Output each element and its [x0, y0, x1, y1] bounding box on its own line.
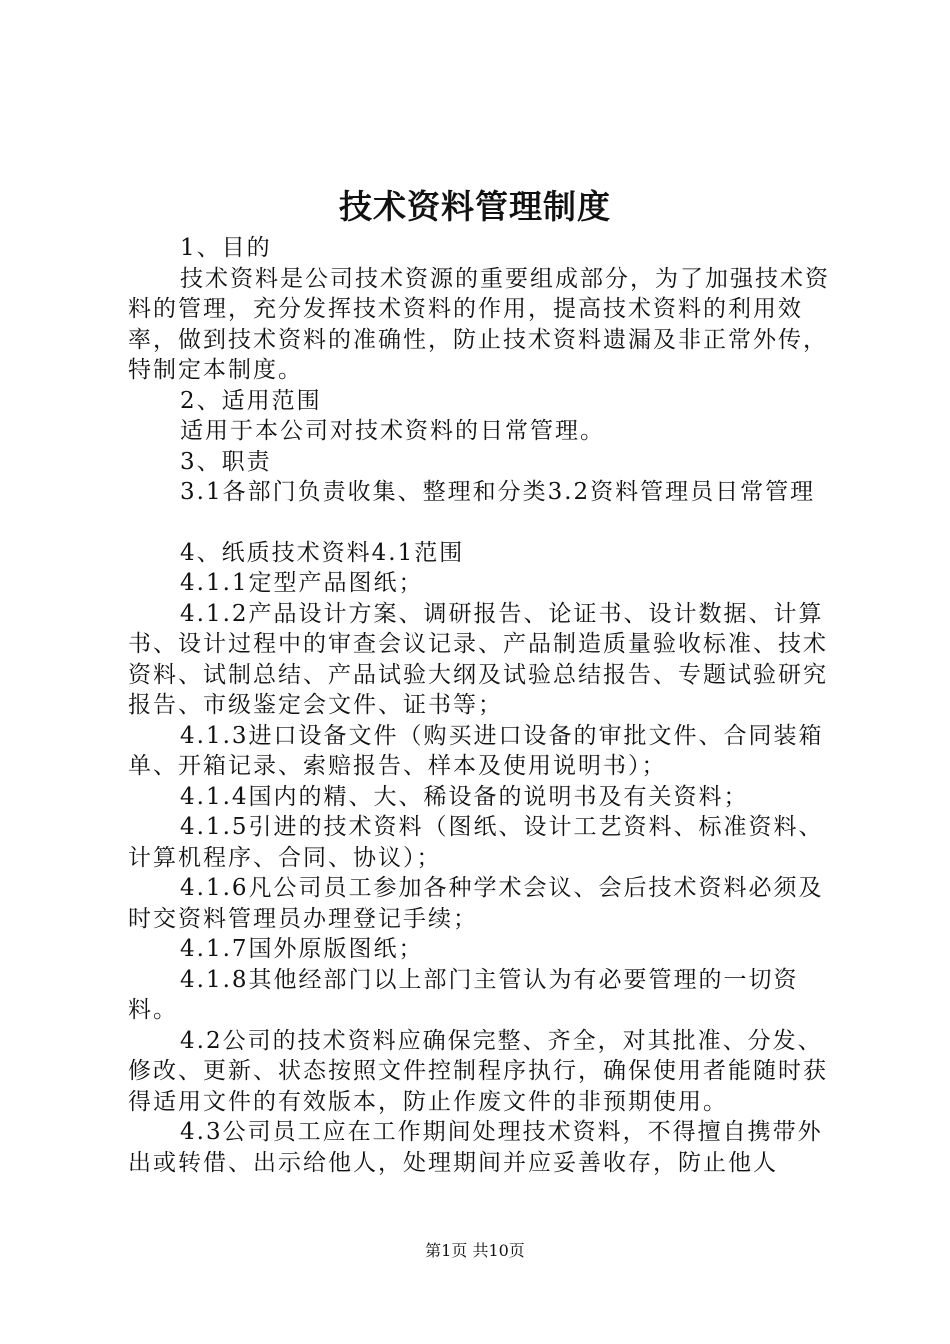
document-body: [128, 233, 840, 1178]
paragraph: 4.1.2产品设计方案、调研报告、论证书、设计数据、计算书、设计过程中的审查会议记录、产品制造质量验收标准、技术资料、试制总结、产品试验大纲及试验总结报告、专题试验研究报告、市级鉴定会文件、证书等；: [128, 600, 828, 718]
paragraph: 4.1.3进口设备文件（购买进口设备的审批文件、合同装箱单、开箱记录、索赔报告、样本及使用说明书）；: [128, 722, 824, 779]
paragraph: 4.1.4国内的精、大、稀设备的说明书及有关资料；: [180, 783, 749, 810]
paragraph: 3.1各部门负责收集、整理和分类3.2资料管理员日常管理: [180, 479, 816, 505]
paragraph: 4.2公司的技术资料应确保完整、齐全，对其批准、分发、修改、更新、状态按照文件控制程序执行，确保使用者能随时获得适用文件的有效版本，防止作废文件的非预期使用。: [128, 1027, 828, 1115]
paragraph: 4.1.8其他经部门以上部门主管认为有必要管理的一切资料。: [128, 966, 799, 1023]
paragraph: 4.1.1定型产品图纸；: [180, 570, 424, 596]
section-heading: 1、目的: [180, 235, 272, 261]
paragraph: 4.1.6凡公司员工参加各种学术会议、会后技术资料必须及时交资料管理员办理登记手续；: [128, 875, 824, 932]
section-heading: 3、职责: [180, 448, 272, 475]
paragraph: 4.1.5引进的技术资料（图纸、设计工艺资料、标准资料、计算机程序、合同、协议）；: [128, 814, 824, 871]
paragraph: 技术资料是公司技术资源的重要组成部分，为了加强技术资料的管理，充分发挥技术资料的作用，提高技术资料的利用效率，做到技术资料的准确性，防止技术资料遗漏及非正常外传，特制定本制度。: [128, 265, 830, 383]
section-heading: 4、纸质技术资料4.1范围: [180, 539, 465, 566]
page-number: 第1页 共10页: [425, 1241, 525, 1260]
section-heading: 2、适用范围: [180, 387, 322, 414]
paragraph: 4.3公司员工应在工作期间处理技术资料，不得擅自携带外出或转借、出示给他人，处理期间并应妥善收存，防止他人: [128, 1119, 823, 1176]
paragraph: 4.1.7国外原版图纸；: [180, 936, 424, 962]
paragraph: 适用于本公司对技术资料的日常管理。: [180, 418, 605, 444]
document-title: 技术资料管理制度: [339, 187, 611, 226]
